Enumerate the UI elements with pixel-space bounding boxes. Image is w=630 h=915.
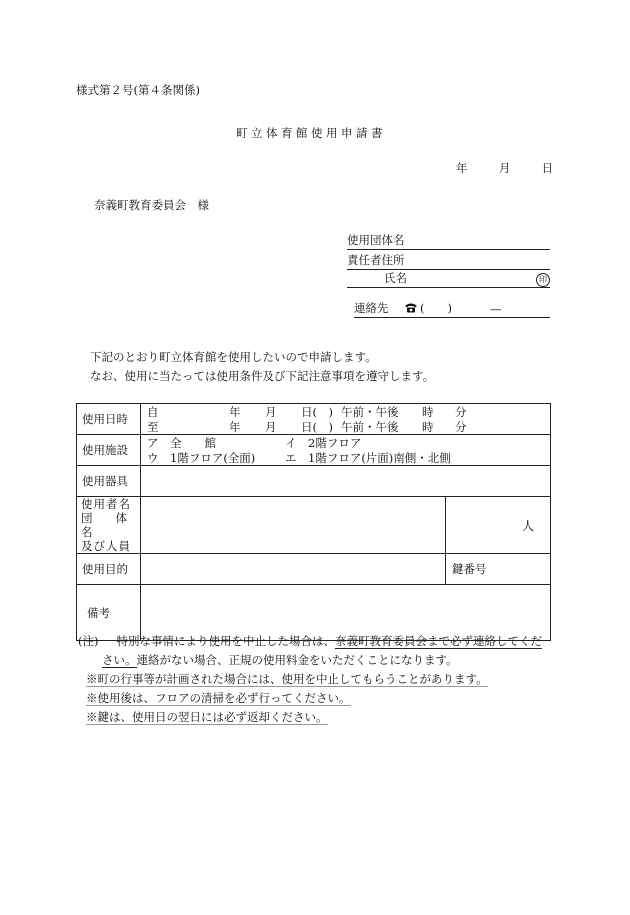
to-label: 至 (147, 420, 159, 434)
page-title: 町立体育館使用申請書 (236, 126, 386, 140)
facility-option-a[interactable]: ア 全 館 (147, 436, 216, 450)
purpose-label: 使用目的 (77, 554, 141, 585)
datetime-cell[interactable] (141, 404, 551, 435)
key-number-cell[interactable] (446, 554, 551, 585)
phone-dash: — (490, 302, 502, 316)
facility-option-u[interactable]: ウ 1階フロア(全面) (147, 451, 256, 465)
seal-icon: 印 (536, 273, 550, 287)
contact-label: 連絡先 (354, 301, 389, 315)
row-users (77, 497, 551, 554)
datetime-to-line (141, 419, 550, 434)
application-table (76, 403, 551, 641)
row-datetime (77, 404, 551, 435)
to-minute: 分 (455, 420, 467, 434)
note-1-cont: さい。連絡がない場合、正規の使用料金をいただくことになります。 (102, 653, 458, 667)
application-date (456, 160, 553, 176)
note-4: ※鍵は、使用日の翌日には必ず返却ください。 (86, 710, 328, 724)
area-code-paren: ( ) (420, 301, 452, 315)
persons-cell[interactable] (446, 497, 551, 554)
key-number-label: 鍵番号 (452, 562, 487, 576)
note-3: ※使用後は、フロアの清掃を必ず行ってください。 (86, 691, 351, 705)
form-number: 様式第２号(第４条関係) (76, 83, 200, 97)
contact-field[interactable] (354, 302, 550, 318)
from-month: 月 (265, 405, 277, 419)
group-name-label: 使用団体名 (347, 233, 405, 247)
persons-unit: 人 (521, 518, 534, 533)
responsible-address-label: 責任者住所 (347, 253, 405, 267)
row-facility (77, 435, 551, 466)
datetime-from-line (141, 404, 550, 419)
row-equipment (77, 466, 551, 497)
equipment-cell[interactable] (141, 466, 551, 497)
date-day-label: 日 (541, 161, 554, 175)
notes (78, 632, 558, 727)
responsible-address-field[interactable] (347, 254, 550, 270)
note-2: ※町の行事等が計画された場合には、使用を中止してもらうことがあります。 (86, 672, 488, 686)
from-day: 日( ) (301, 405, 333, 419)
name-label: 氏名 (384, 271, 407, 285)
equipment-label: 使用器具 (77, 466, 141, 497)
from-year: 年 (229, 405, 241, 419)
facility-option-i[interactable]: イ 2階フロア (285, 436, 362, 450)
facility-label: 使用施設 (77, 435, 141, 466)
remarks-label: 備考 (77, 585, 141, 641)
note-prefix: (注) (78, 634, 99, 648)
date-year-label: 年 (456, 161, 468, 175)
group-name-field[interactable] (347, 234, 550, 250)
purpose-cell[interactable] (141, 554, 446, 585)
from-hour: 時 (422, 405, 434, 419)
to-ampm: 午前・午後 (341, 420, 399, 434)
from-ampm: 午前・午後 (341, 405, 399, 419)
row-purpose (77, 554, 551, 585)
from-label: 自 (147, 405, 159, 419)
facility-cell[interactable] (141, 435, 551, 466)
telephone-icon (404, 302, 418, 316)
to-hour: 時 (422, 420, 434, 434)
note-1: (注) 特別な事情により使用を中止した場合は、奈義町教育委員会まで必ず連絡してくだ (78, 634, 542, 648)
intro-line-1: 下記のとおり町立体育館を使用したいので申請します。 (90, 350, 377, 364)
to-day: 日( ) (301, 420, 333, 434)
facility-option-e[interactable]: エ 1階フロア(片面)南側・北側 (285, 451, 451, 465)
datetime-label: 使用日時 (77, 404, 141, 435)
date-month-label: 月 (498, 161, 511, 175)
users-cell[interactable] (141, 497, 446, 554)
addressee: 奈義町教育委員会 様 (94, 198, 209, 212)
from-minute: 分 (455, 405, 467, 419)
users-label: 使用者名 団体名 及び人員 (77, 497, 141, 554)
intro-line-2: なお、使用に当たっては使用条件及び下記注意事項を遵守します。 (90, 369, 435, 383)
to-month: 月 (265, 420, 277, 434)
name-field[interactable] (347, 272, 550, 288)
to-year: 年 (229, 420, 241, 434)
